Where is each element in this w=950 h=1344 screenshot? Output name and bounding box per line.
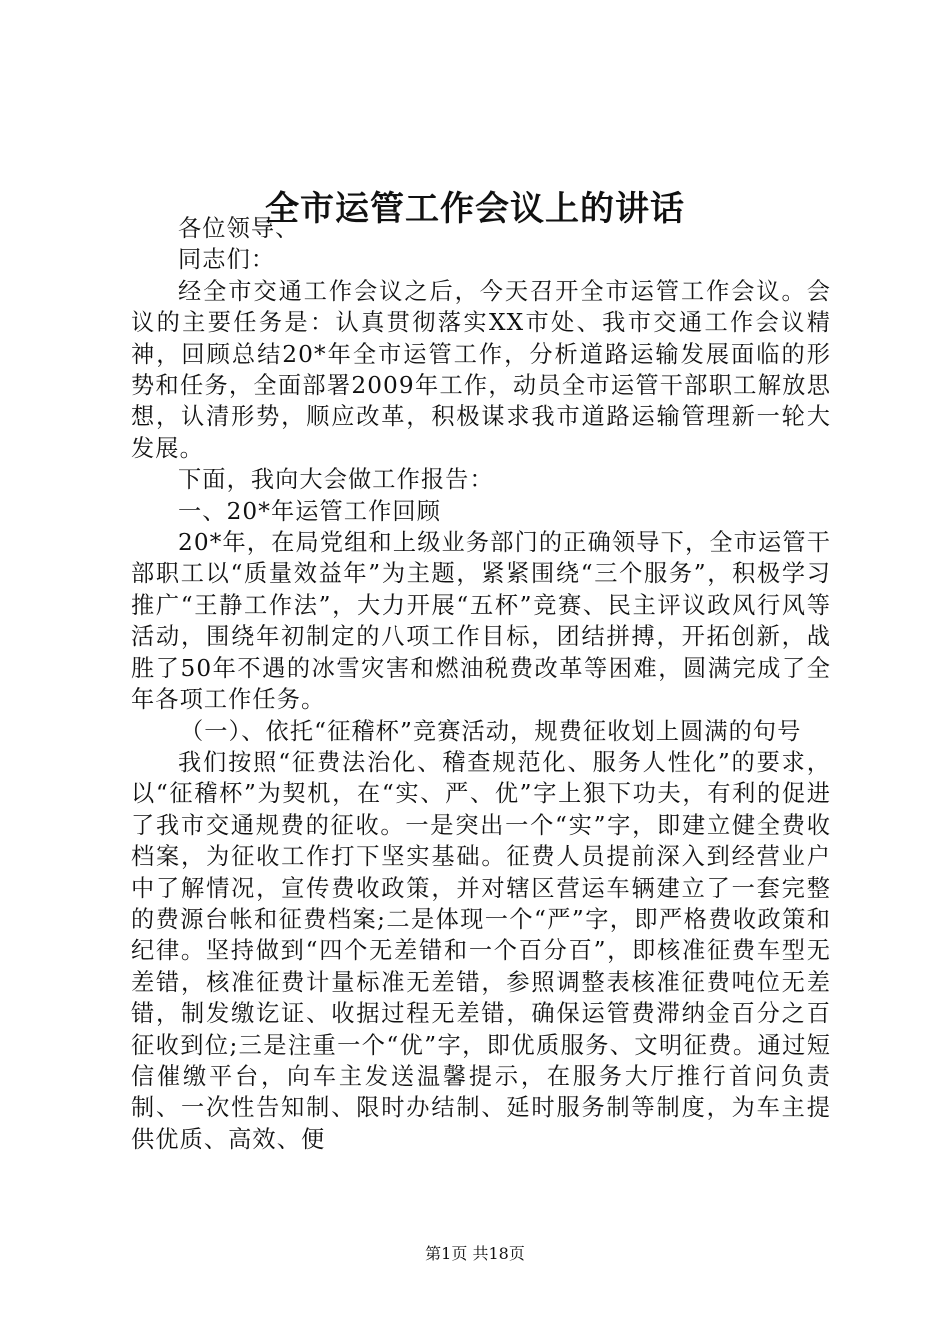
document-body	[131, 213, 831, 1155]
page-total: 共18页	[472, 1244, 525, 1263]
document-title: 全市运管工作会议上的讲话	[265, 189, 685, 229]
salutation-comrades: 同志们：	[178, 246, 276, 274]
page-number: 第1页	[425, 1244, 468, 1263]
paragraph-intro: 经全市交通工作会议之后，今天召开全市运管工作会议。会议的主要任务是：认真贯彻落实XX市处、我市交通工作会议精神，回顾总结20*年全市运管工作，分析道路运输发展面临的形势和任务，全面部署2009年工作，动员全市运管干部职工解放思想，认清形势，顺应改革，积极谋求我市道路运输管理新一轮大发展。	[131, 277, 831, 462]
paragraph-fees-detail: 我们按照“征费法治化、稽查规范化、服务人性化”的要求，以“征稽杯”为契机，在“实、严、优”字上狠下功夫，有利的促进了我市交通规费的征收。一是突出一个“实”字，即建立健全费收档案，为征收工作打下坚实基础。征费人员提前深入到经营业户中了解情况，宣传费收政策，并对辖区营运车辆建立了一套完整的费源台帐和征费档案;二是体现一个“严”字，即严格费收政策和纪律。坚持做到“四个无差错和一个百分百”，即核准征费车型无差错，核准征费计量标准无差错，参照调整表核准征费吨位无差错，制发缴讫证、收据过程无差错，确保运管费滞纳金百分之百征收到位;三是注重一个“优”字，即优质服务、文明征费。通过短信催缴平台，向车主发送温馨提示，在服务大厅推行首问负责制、一次性告知制、限时办结制、延时服务制等制度，为车主提供优质、高效、便	[131, 748, 831, 1153]
paragraph-report-lead: 下面，我向大会做工作报告：	[178, 466, 494, 494]
section-heading-review: 一、20*年运管工作回顾	[178, 497, 441, 525]
paragraph-review-summary: 20*年，在局党组和上级业务部门的正确领导下，全市运管干部职工以“质量效益年”为主题，紧紧围绕“三个服务”，积极学习推广“王静工作法”，大力开展“五杯”竞赛、民主评议政风行风等活动，围绕年初制定的八项工作目标，团结拼搏，开拓创新，战胜了50年不遇的冰雪灾害和燃油税费改革等困难，圆满完成了全年各项工作任务。	[131, 529, 831, 714]
subsection-heading-fees: （一）、依托“征稽杯”竞赛活动，规费征收划上圆满的句号	[180, 717, 802, 745]
salutation-leaders: 各位领导、	[178, 215, 300, 242]
page-footer	[0, 1244, 950, 1264]
